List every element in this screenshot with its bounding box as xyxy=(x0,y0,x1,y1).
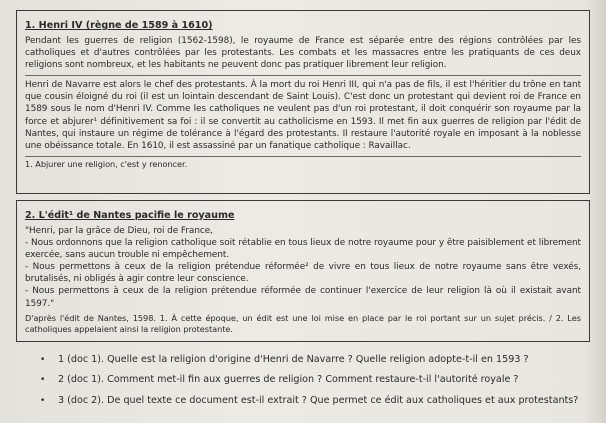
bullet-icon: • xyxy=(40,355,46,365)
bullet-icon: • xyxy=(40,375,46,386)
document-1-footnote: 1. Abjurer une religion, c'est y renoncer. xyxy=(25,158,188,169)
document-1-divider xyxy=(25,75,581,76)
document-2-source: D'après l'édit de Nantes, 1598. 1. À cette époque, un édit est une loi mise en place par le roi portant sur un sujet précis. / 2. Les catholiques appelaient ainsi la religion protestante. xyxy=(25,312,581,334)
question-item xyxy=(40,350,595,370)
document-1-title: 1. Henri IV (règne de 1589 à 1610) xyxy=(25,20,213,31)
question-1: 1 (doc 1). Quelle est la religion d'origine d'Henri de Navarre ? Quelle religion adopte-t-il en 1593 ? xyxy=(58,354,529,365)
document-2-title: 2. L'édit¹ de Nantes pacifie le royaume xyxy=(25,210,235,221)
document-1-paragraph-1: Pendant les guerres de religion (1562-1598), le royaume de France est séparée entre des régions contrôlées par les catholiques et d'autres contrôlées par les protestants. Les combats et les massacres entre les pratiquants de ces deux religions sont nombreux, et les habitants ne peuvent donc pas pratiquer librement leur religion. xyxy=(25,36,581,71)
question-3: 3 (doc 2). De quel texte ce document est-il extrait ? Que permet ce édit aux catholiques et aux protestants? xyxy=(58,394,579,406)
document-2-line-3: - Nous permettons à ceux de la religion prétendue réformée² de vivre en tous lieux de notre royaume sans être vexés, brutalisés, ni obligés à agir contre leur conscience. xyxy=(25,262,581,285)
document-2-line-1: "Henri, par la grâce de Dieu, roi de France, xyxy=(25,226,213,236)
document-1-footnote-divider xyxy=(25,156,581,157)
question-item xyxy=(40,370,595,390)
bullet-icon: • xyxy=(40,395,46,406)
document-1-paragraph-2: Henri de Navarre est alors le chef des protestants. À la mort du roi Henri III, qui n'a pas de fils, il est l'héritier du trône en tant que cousin éloigné du roi (il est un lointain descendant de Saint Louis). C'est donc un protestant qui devient roi de France en 1589 sous le nom d'Henri IV. Comme les catholiques ne veulent pas d'un roi protestant, il doit conquérir son royaume par la force et abjurer¹ définitivement sa foi : il se convertit au catholicisme en 1593. Il met fin aux guerres de religion par l'édit de Nantes, qui instaure un régime de tolérance à l'égard des protestants. Il restaure l'autorité royale en imposant à la noblesse une obéissance totale. En 1610, il est assassiné par un fanatique catholique : Ravaillac. xyxy=(25,80,581,151)
document-2-box xyxy=(16,200,590,342)
question-2: 2 (doc 1). Comment met-il fin aux guerres de religion ? Comment restaure-t-il l'autorité royale ? xyxy=(58,374,519,386)
document-2-line-4: - Nous permettons à ceux de la religion prétendue réformée de continuer l'exercice de leur religion là où il existait avant 1597." xyxy=(25,286,581,309)
questions-list xyxy=(40,350,595,411)
document-1-box xyxy=(16,10,590,194)
document-2-line-2: - Nous ordonnons que la religion catholique soit rétablie en tous lieux de notre royaume pour y être paisiblement et librement exercée, sans aucun trouble ni empêchement. xyxy=(25,238,581,261)
page-edge-shadow xyxy=(584,0,606,423)
question-item xyxy=(40,391,595,411)
